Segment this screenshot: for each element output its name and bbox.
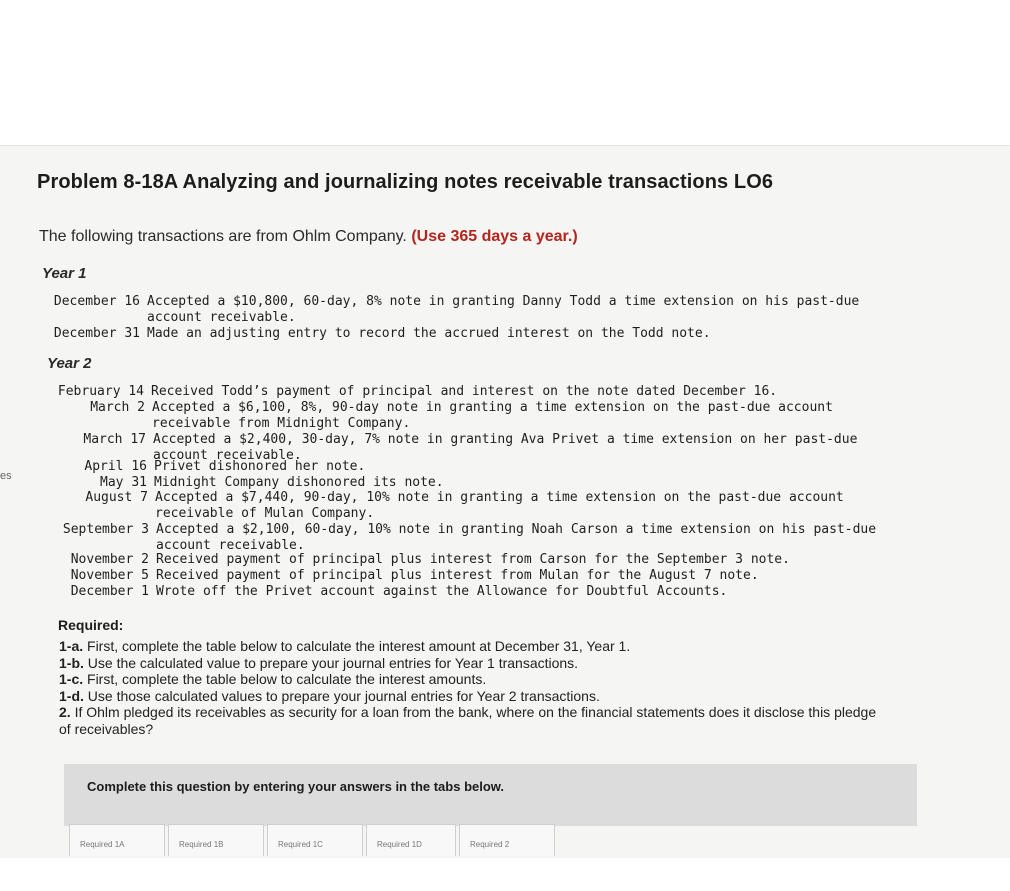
transaction-date: March 17 <box>83 432 146 447</box>
required-item-text: First, complete the table below to calculate the interest amounts. <box>87 671 487 688</box>
transaction-date: August 7 <box>85 490 148 505</box>
transaction-date: May 31 <box>100 475 147 490</box>
transaction-row <box>62 522 877 554</box>
transaction-date: December 1 <box>70 584 149 599</box>
required-item <box>59 655 889 672</box>
transaction-date: April 16 <box>84 459 147 474</box>
transaction-row <box>85 490 844 522</box>
required-item-number: 1-c. <box>59 671 84 688</box>
transaction-text: Accepted a $10,800, 60-day, 8% note in granting Danny Todd a time extension on his past-due <box>147 294 860 309</box>
edge-text: es <box>0 470 12 482</box>
transaction-date: February 14 <box>57 384 144 399</box>
transaction-date: March 2 <box>90 400 145 415</box>
transaction-row <box>90 400 833 432</box>
transaction-row <box>70 568 759 584</box>
instruction-panel <box>64 764 917 826</box>
required-list <box>59 638 889 738</box>
year1-heading: Year 1 <box>42 265 87 282</box>
required-item-number: 1-d. <box>59 687 84 704</box>
transaction-text: Midnight Company dishonored its note. <box>154 475 444 490</box>
transaction-text: account receivable. <box>147 310 296 325</box>
intro-highlight: (Use 365 days a year.) <box>411 228 578 245</box>
transaction-text: Received payment of principal plus interest from Mulan for the August 7 note. <box>156 568 759 583</box>
tab-required-1c[interactable]: Required 1C <box>267 824 363 856</box>
transaction-date: December 31 <box>53 326 140 341</box>
transaction-text: receivable of Mulan Company. <box>155 506 375 521</box>
transaction-row <box>70 584 728 600</box>
required-item <box>59 638 889 655</box>
tab-required-1a[interactable]: Required 1A <box>69 824 165 856</box>
problem-title: Problem 8-18A Analyzing and journalizing notes receivable transactions LO6 <box>37 171 774 193</box>
transaction-row <box>100 475 444 491</box>
transaction-text: Privet dishonored her note. <box>154 459 366 474</box>
transaction-text: Received Todd’s payment of principal and interest on the note dated December 16. <box>151 384 778 399</box>
required-item-number: 2. <box>59 704 71 721</box>
tab-required-2[interactable]: Required 2 <box>459 824 555 856</box>
transaction-text: receivable from Midnight Company. <box>152 416 411 431</box>
required-item-text: If Ohlm pledged its receivables as security for a loan from the bank, where on the financial statements does it disclose this pledge of receivables? <box>59 704 877 737</box>
transaction-text: Accepted a $7,440, 90-day, 10% note in granting a time extension on the past-due account <box>155 490 844 505</box>
transaction-date: December 16 <box>53 294 140 309</box>
intro-sentence: The following transactions are from Ohlm Company. <box>39 228 407 245</box>
transaction-text: Made an adjusting entry to record the accrued interest on the Todd note. <box>147 326 711 341</box>
required-item-text: Use the calculated value to prepare your journal entries for Year 1 transactions. <box>87 654 579 671</box>
transaction-text: Accepted a $2,400, 30-day, 7% note in granting Ava Privet a time extension on her past-due <box>153 432 858 447</box>
tab-required-1b[interactable]: Required 1B <box>168 824 264 856</box>
transaction-date: September 3 <box>62 522 149 537</box>
transaction-date: November 5 <box>70 568 149 583</box>
transaction-text: Wrote off the Privet account against the Allowance for Doubtful Accounts. <box>156 584 728 599</box>
transaction-text: Received payment of principal plus interest from Carson for the September 3 note. <box>156 552 790 567</box>
required-item-number: 1-b. <box>59 654 84 671</box>
transaction-row <box>57 384 778 400</box>
transaction-text: account receivable. <box>156 538 305 553</box>
required-item-text: First, complete the table below to calculate the interest amount at December 31, Year 1. <box>87 638 631 654</box>
top-background <box>0 0 1010 145</box>
transaction-row <box>53 326 711 342</box>
required-item <box>59 671 889 688</box>
bottom-background <box>0 858 1010 891</box>
transaction-row <box>84 459 366 475</box>
instruction-text: Complete this question by entering your answers in the tabs below. <box>87 779 505 794</box>
transaction-date: November 2 <box>70 552 149 567</box>
transaction-row <box>70 552 790 568</box>
tab-required-1d[interactable]: Required 1D <box>366 824 456 856</box>
transaction-text: account receivable. <box>153 448 302 463</box>
required-item <box>59 688 889 705</box>
intro-text <box>39 228 578 246</box>
required-item-text: Use those calculated values to prepare your journal entries for Year 2 transactions. <box>87 687 600 704</box>
transaction-text: Accepted a $6,100, 8%, 90-day note in granting a time extension on the past-due account <box>152 400 833 415</box>
transaction-row <box>53 294 860 326</box>
transaction-text: Accepted a $2,100, 60-day, 10% note in granting Noah Carson a time extension on his past-due <box>156 522 877 537</box>
required-item-number: 1-a. <box>59 638 84 654</box>
required-heading: Required: <box>58 617 124 633</box>
year2-heading: Year 2 <box>47 355 92 372</box>
required-item <box>59 704 889 737</box>
